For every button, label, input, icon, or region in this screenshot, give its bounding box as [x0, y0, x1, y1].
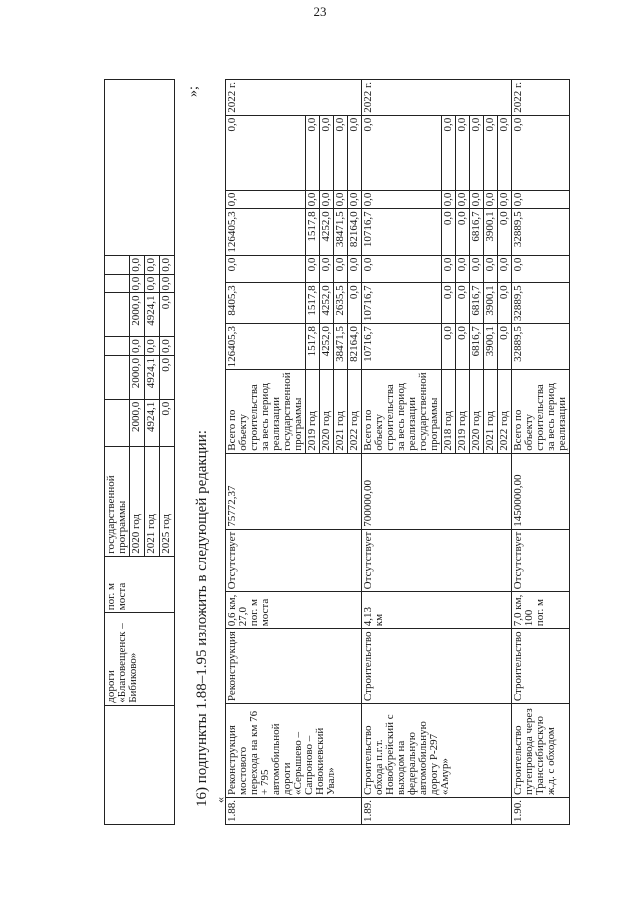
value-cell: 0,0 — [442, 324, 456, 370]
total-value-cell: 10716,7 — [362, 283, 442, 324]
value-cell: 0,0 — [470, 255, 484, 283]
item-number-cell: 1.89. — [362, 798, 512, 825]
total-label-cell: Всего по объекту строительства за весь период реализации — [512, 370, 570, 453]
item-cost-cell: 700000,00 — [362, 453, 512, 529]
unit-cell: пог. м моста — [105, 556, 175, 612]
end-year-cell: 2022 г. — [226, 80, 362, 116]
value-cell: 0,0 — [498, 190, 512, 209]
value-cell: 0,0 — [130, 255, 145, 274]
value-cell: 0,0 — [334, 190, 348, 209]
prev-end-cell — [105, 80, 175, 256]
value-cell: 0,0 — [160, 337, 175, 356]
value-cell: 0,0 — [442, 255, 456, 283]
value-cell: 0,0 — [456, 324, 470, 370]
item-row — [362, 80, 442, 825]
total-value-cell: 0,0 — [362, 190, 442, 209]
total-value-cell: 8405,3 — [226, 283, 306, 324]
table-row — [105, 80, 130, 825]
value-cell: 0,0 — [334, 115, 348, 190]
value-cell: 0,0 — [456, 283, 470, 324]
value-cell: 0,0 — [498, 283, 512, 324]
empty-cell — [105, 293, 130, 337]
value-cell: 0,0 — [306, 255, 320, 283]
empty-cell — [105, 355, 130, 399]
value-cell: 0,0 — [130, 337, 145, 356]
item-number-cell: 1.88. — [226, 798, 362, 825]
value-cell: 0,0 — [160, 255, 175, 274]
value-cell: 0,0 — [470, 115, 484, 190]
previous-table-fragment — [104, 79, 175, 825]
value-cell: 0,0 — [484, 115, 498, 190]
value-cell: 0,0 — [348, 255, 362, 283]
value-cell: 1517,8 — [306, 283, 320, 324]
item-power-cell: Отсутствует — [362, 529, 512, 592]
item-number-cell: 1.90. — [512, 798, 570, 825]
value-cell: 0,0 — [348, 115, 362, 190]
total-value-cell: 10716,7 — [362, 209, 442, 255]
year-cell: 2021 год — [334, 370, 348, 453]
value-cell: 1517,8 — [306, 324, 320, 370]
total-value-cell: 0,0 — [512, 255, 570, 283]
item-row — [226, 80, 306, 825]
end-year-cell: 2022 г. — [512, 80, 570, 116]
value-cell: 4924,1 — [145, 293, 160, 337]
year-cell: 2022 год — [498, 370, 512, 453]
total-value-cell: 0,0 — [512, 190, 570, 209]
year-cell: 2018 год — [442, 370, 456, 453]
value-cell: 0,0 — [498, 115, 512, 190]
item-name-cell: Строительство путепровода через Транссибирскую ж.д. с обходом — [512, 704, 570, 798]
page-number: 23 — [313, 4, 327, 19]
item-capacity-cell: 4,13 км — [362, 592, 512, 629]
year-cell: 2025 год — [160, 447, 175, 556]
quote-open-mark: « — [213, 797, 227, 803]
value-cell: 0,0 — [484, 255, 498, 283]
empty-cell — [105, 337, 130, 356]
total-value-cell: 0,0 — [226, 115, 306, 190]
value-cell: 0,0 — [306, 190, 320, 209]
value-cell: 0,0 — [442, 283, 456, 324]
value-cell: 0,0 — [456, 190, 470, 209]
value-cell: 0,0 — [498, 209, 512, 255]
value-cell: 0,0 — [306, 115, 320, 190]
item-power-cell: Отсутствует — [226, 529, 362, 592]
empty-cell — [105, 274, 130, 293]
total-value-cell: 32889,5 — [512, 209, 570, 255]
total-label-cell: Всего по объекту строительства за весь период реализации государственной программы — [362, 370, 442, 453]
item-cost-cell: 75772,37 — [226, 453, 362, 529]
quote-close-mark: »; — [186, 86, 201, 97]
value-cell: 0,0 — [442, 115, 456, 190]
value-cell: 2000,0 — [130, 293, 145, 337]
empty-cell — [105, 255, 130, 274]
value-cell: 0,0 — [320, 115, 334, 190]
value-cell: 0,0 — [160, 293, 175, 337]
total-value-cell: 0,0 — [226, 255, 306, 283]
value-cell: 82164,0 — [348, 209, 362, 255]
value-cell: 2635,5 — [334, 283, 348, 324]
value-cell: 0,0 — [334, 255, 348, 283]
total-value-cell: 126405,3 — [226, 209, 306, 255]
total-value-cell: 32889,5 — [512, 283, 570, 324]
value-cell: 6816,7 — [470, 209, 484, 255]
item-name-cell: Строительство обхода п.г.т. Новобурейский с выходом на федеральную автомобильную дорогу Р-297 «Амур» — [362, 704, 512, 798]
total-value-cell: 126405,3 — [226, 324, 306, 370]
value-cell: 1517,8 — [306, 209, 320, 255]
section-heading: 16) подпункты 1.88–1.95 изложить в следующей редакции: — [194, 430, 210, 807]
item-type-cell: Строительство — [512, 629, 570, 704]
year-cell: 2020 год — [320, 370, 334, 453]
items-table — [225, 79, 570, 825]
value-cell: 6816,7 — [470, 283, 484, 324]
value-cell: 0,0 — [498, 324, 512, 370]
value-cell: 2000,0 — [130, 399, 145, 447]
value-cell: 3900,1 — [484, 209, 498, 255]
value-cell: 2000,0 — [130, 355, 145, 399]
value-cell: 0,0 — [145, 337, 160, 356]
value-cell: 3900,1 — [484, 283, 498, 324]
value-cell: 4252,0 — [320, 209, 334, 255]
item-type-cell: Реконструкция — [226, 629, 362, 704]
prev-num-cell — [105, 705, 175, 824]
year-cell: 2022 год — [348, 370, 362, 453]
value-cell: 0,0 — [498, 255, 512, 283]
value-cell: 0,0 — [348, 190, 362, 209]
value-cell: 4252,0 — [320, 283, 334, 324]
item-row — [512, 80, 570, 825]
value-cell: 38471,5 — [334, 209, 348, 255]
value-cell: 0,0 — [456, 115, 470, 190]
value-cell: 4924,1 — [145, 399, 160, 447]
value-cell: 0,0 — [348, 283, 362, 324]
item-capacity-cell: 7,0 км, 100 пог. м — [512, 592, 570, 629]
total-value-cell: 32889,5 — [512, 324, 570, 370]
value-cell: 0,0 — [442, 209, 456, 255]
value-cell: 0,0 — [130, 274, 145, 293]
year-cell: 2019 год — [306, 370, 320, 453]
value-cell: 0,0 — [456, 209, 470, 255]
value-cell: 0,0 — [145, 274, 160, 293]
item-cost-cell: 1450000,00 — [512, 453, 570, 529]
value-cell: 82164,0 — [348, 324, 362, 370]
total-value-cell: 10716,7 — [362, 324, 442, 370]
total-value-cell: 0,0 — [362, 115, 442, 190]
year-cell: 2021 год — [484, 370, 498, 453]
total-value-cell: 0,0 — [512, 115, 570, 190]
total-value-cell: 0,0 — [362, 255, 442, 283]
value-cell: 0,0 — [320, 190, 334, 209]
value-cell: 0,0 — [484, 190, 498, 209]
program-label-cell: государственной программы — [105, 447, 130, 556]
value-cell: 0,0 — [160, 355, 175, 399]
road-name-cell: дороги «Благовещенск – Бибиково» — [105, 613, 175, 706]
year-cell: 2021 год — [145, 447, 160, 556]
value-cell: 0,0 — [145, 255, 160, 274]
value-cell: 0,0 — [160, 399, 175, 447]
year-cell: 2019 год — [456, 370, 470, 453]
value-cell: 0,0 — [320, 255, 334, 283]
value-cell: 3900,1 — [484, 324, 498, 370]
value-cell: 38471,5 — [334, 324, 348, 370]
item-power-cell: Отсутствует — [512, 529, 570, 592]
end-year-cell: 2022 г. — [362, 80, 512, 116]
value-cell: 6816,7 — [470, 324, 484, 370]
year-cell: 2020 год — [130, 447, 145, 556]
value-cell: 0,0 — [442, 190, 456, 209]
item-type-cell: Строительство — [362, 629, 512, 704]
empty-cell — [105, 399, 130, 447]
value-cell: 4924,1 — [145, 355, 160, 399]
value-cell: 0,0 — [470, 190, 484, 209]
total-label-cell: Всего по объекту строительства за весь период реализации государственной программы — [226, 370, 306, 453]
year-cell: 2020 год — [470, 370, 484, 453]
value-cell: 4252,0 — [320, 324, 334, 370]
item-name-cell: Реконструкция мостового перехода на км 76 + 795 автомобильной дороги «Серышево – Сапроново – Новокиевский Увал» — [226, 704, 362, 798]
total-value-cell: 0,0 — [226, 190, 306, 209]
item-capacity-cell: 0,6 км, 27,0 пог. м моста — [226, 592, 362, 629]
value-cell: 0,0 — [160, 274, 175, 293]
value-cell: 0,0 — [456, 255, 470, 283]
